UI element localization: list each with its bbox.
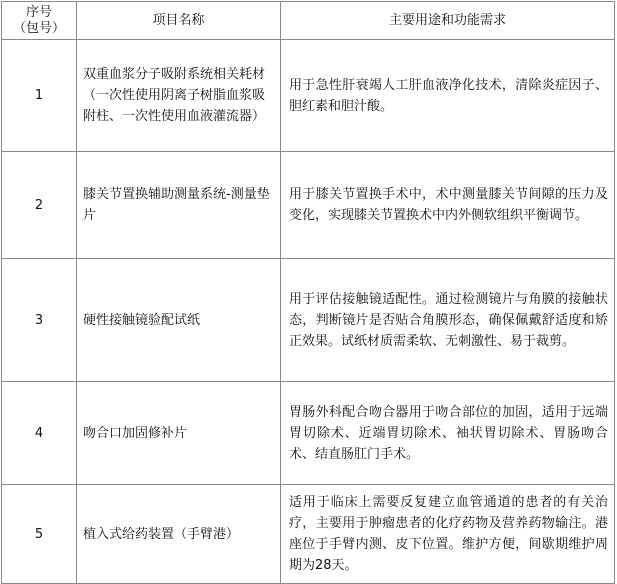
header-serial-number — [2, 2, 77, 40]
row-usage-description: 用于评估接触镜适配性。通过检测镜片与角膜的接触状态，判断镜片是否贴合角膜形态，确保佩戴舒适度和矫正效果。试纸材质需柔软、无刺激性、易于裁剪。 — [281, 259, 615, 382]
table-row — [2, 259, 615, 382]
row-item-name: 植入式给药装置（手臂港） — [77, 485, 281, 584]
row-usage-description: 用于膝关节置换手术中，术中测量膝关节间隙的压力及变化，实现膝关节置换术中内外侧软组织平衡调节。 — [281, 152, 615, 259]
row-number: 2 — [2, 152, 77, 259]
procurement-table — [1, 1, 615, 584]
table-row — [2, 485, 615, 584]
header-serial-line1: 序号 — [25, 4, 52, 20]
row-number: 5 — [2, 485, 77, 584]
header-serial-line2: （包号） — [12, 20, 65, 36]
table-row — [2, 152, 615, 259]
row-item-name: 硬性接触镜验配试纸 — [77, 259, 281, 382]
table-row — [2, 40, 615, 152]
row-usage-description: 胃肠外科配合吻合器用于吻合部位的加固，适用于远端胃切除术、近端胃切除术、袖状胃切除术、胃肠吻合术、结直肠肛门手术。 — [281, 382, 615, 485]
row-usage-description: 用于急性肝衰竭人工肝血液净化技术，清除炎症因子、胆红素和胆汁酸。 — [281, 40, 615, 152]
table-header-row — [2, 2, 615, 40]
row-item-name: 双重血浆分子吸附系统相关耗材（一次性使用阴离子树脂血浆吸附柱、一次性使用血液灌流器） — [77, 40, 281, 152]
row-number: 3 — [2, 259, 77, 382]
row-number: 4 — [2, 382, 77, 485]
row-item-name: 吻合口加固修补片 — [77, 382, 281, 485]
row-item-name: 膝关节置换辅助测量系统-测量垫片 — [77, 152, 281, 259]
header-usage-requirements: 主要用途和功能需求 — [281, 2, 615, 40]
table-row — [2, 382, 615, 485]
row-number: 1 — [2, 40, 77, 152]
row-usage-description: 适用于临床上需要反复建立血管通道的患者的有关治疗，主要用于肿瘤患者的化疗药物及营养药物输注。港座位于手臂内测、皮下位置。维护方便，间歇期维护周期为28天。 — [281, 485, 615, 584]
header-item-name: 项目名称 — [77, 2, 281, 40]
